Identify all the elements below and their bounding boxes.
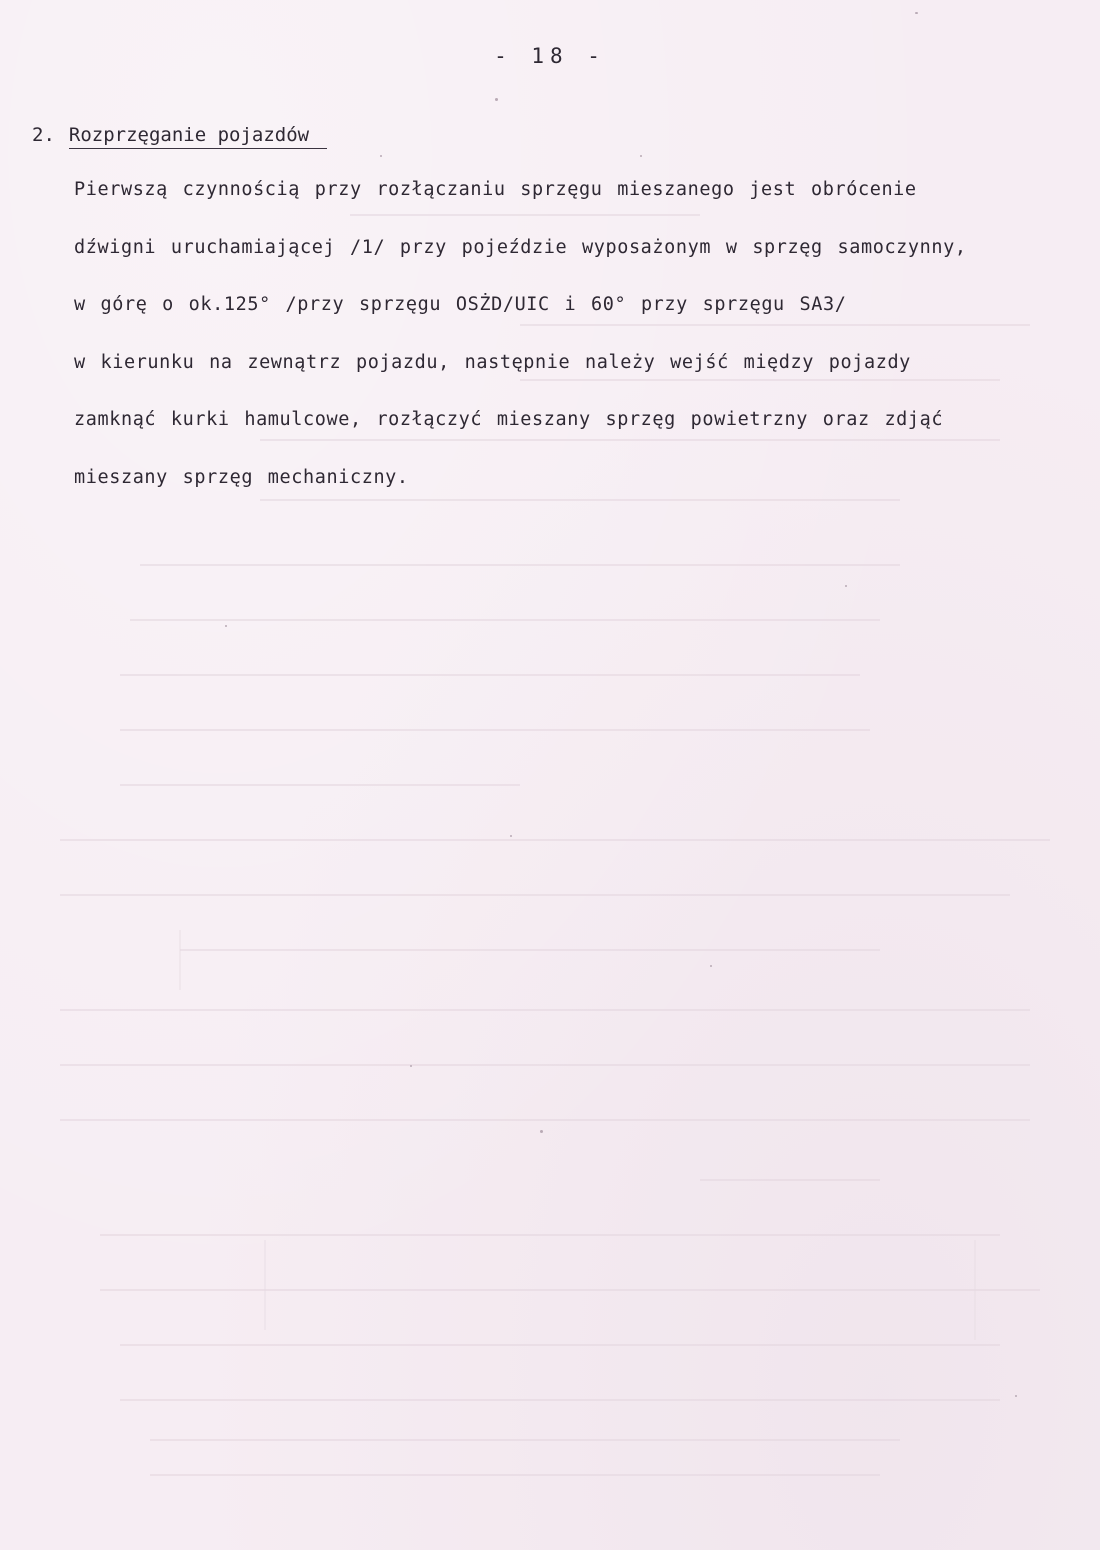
section-heading bbox=[32, 124, 327, 149]
body-line: Pierwszą czynnością przy rozłączaniu sprzęgu mieszanego jest obrócenie bbox=[74, 179, 917, 200]
body-line: mieszany sprzęg mechaniczny. bbox=[74, 466, 409, 488]
body-line: dźwigni uruchamiającej /1/ przy pojeździe wyposażonym w sprzęg samoczynny, bbox=[74, 236, 967, 258]
section-title: Rozprzęganie pojazdów bbox=[69, 124, 327, 149]
body-line: w kierunku na zewnątrz pojazdu, następnie należy wejść między pojazdy bbox=[74, 351, 911, 373]
body-paragraph bbox=[74, 172, 1064, 517]
body-line: zamknąć kurki hamulcowe, rozłączyć mieszany sprzęg powietrzny oraz zdjąć bbox=[74, 409, 944, 430]
section-number: 2. bbox=[32, 124, 55, 146]
page-number: - 18 - bbox=[494, 44, 606, 68]
body-line: w górę o ok.125° /przy sprzęgu OSŻD/UIC i 60° przy sprzęgu SA3/ bbox=[74, 294, 847, 315]
